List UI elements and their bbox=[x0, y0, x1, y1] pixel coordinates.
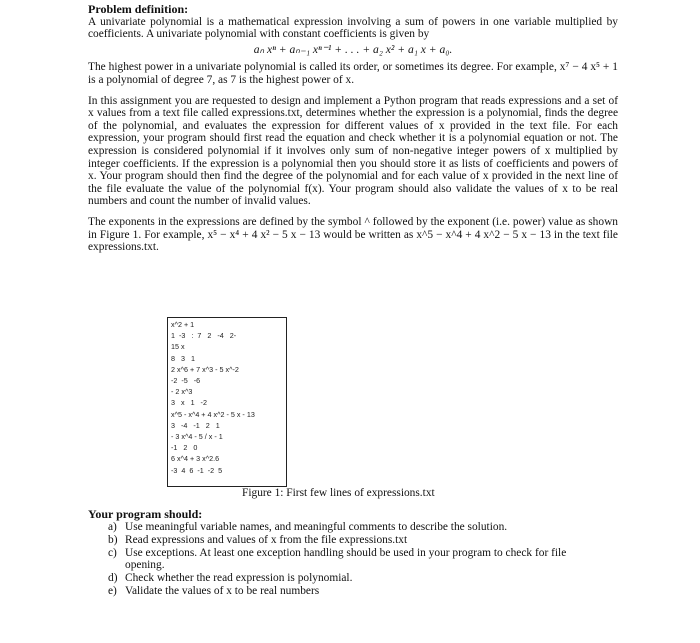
section-heading: Problem definition: bbox=[88, 2, 189, 16]
figure-1-lines bbox=[171, 319, 255, 476]
requirement-item bbox=[108, 534, 588, 547]
figure-line: 1 -3 : 7 2 -4 2- bbox=[171, 331, 237, 341]
figure-line: x^5 - x^4 + 4 x^2 - 5 x - 13 bbox=[171, 409, 255, 419]
requirement-text: Validate the values of x to be real numbers bbox=[125, 584, 320, 597]
figure-line: 8 3 1 bbox=[171, 353, 195, 363]
figure-line: x^2 + 1 bbox=[171, 320, 195, 329]
figure-line: 2 x^6 + 7 x^3 - 5 x^-2 bbox=[171, 364, 239, 374]
figure-line: 6 x^4 + 3 x^2.6 bbox=[171, 454, 220, 464]
requirement-item bbox=[108, 547, 588, 573]
assignment-paragraph: In this assignment you are requested to design and implement a Python program that reads expressions and a set of x values from a text file called expressions.txt, determines whether the expression is a polynomial, finds the degree of the polynomial, and evaluates the expression for different values of x provided in the text file. For each expression, your program should first read the equation and check whether it is a polynomial equation or not. The expression is considered polynomial if it involves only sum of non-negative integer powers of x multiplied by integer coefficients. If the expression is a polynomial then you should store it as lists of coefficients and powers of x. Your program should then find the degree of the polynomial and for each value of x provided in the next line of the file evaluate the value of the polynomial f(x). Your program should also validate the values of x to be real numbers and count the number of invalid values. bbox=[88, 94, 618, 208]
figure-line: 3 -4 -1 2 1 bbox=[171, 420, 220, 430]
figure-caption: Figure 1: First few lines of expressions.txt bbox=[242, 487, 435, 499]
figure-line: -3 4 6 -1 -2 5 bbox=[171, 465, 223, 475]
requirement-text: Use meaningful variable names, and meaningful comments to describe the solution. bbox=[125, 521, 508, 533]
requirement-letter: b) bbox=[108, 533, 118, 546]
requirement-letter: c) bbox=[108, 546, 117, 559]
figure-line: 3 x 1 -2 bbox=[171, 398, 207, 408]
figure-line: -2 -5 -6 bbox=[171, 376, 201, 386]
requirement-text: Read expressions and values of x from the file expressions.txt bbox=[125, 533, 408, 546]
requirement-letter: e) bbox=[108, 584, 117, 597]
requirement-item bbox=[108, 521, 588, 534]
figure-line: - 3 x^4 - 5 / x - 1 bbox=[171, 432, 223, 442]
requirement-letter: d) bbox=[108, 572, 118, 585]
requirement-item bbox=[108, 572, 588, 585]
figure-line: 15 x bbox=[171, 342, 185, 352]
figure-line: -1 2 0 bbox=[171, 443, 198, 453]
figure-line: - 2 x^3 bbox=[171, 387, 193, 397]
requirement-text: Use exceptions. At least one exception handling should be used in your program to check for file opening. bbox=[125, 546, 567, 572]
requirement-text: Check whether the read expression is polynomial. bbox=[125, 572, 353, 585]
degree-paragraph: The highest power in a univariate polynomial is called its order, or sometimes its degree. For example, x⁷ − 4 x⁵ + 1 is a polynomial of degree 7, as 7 is the highest power of x. bbox=[88, 61, 618, 86]
problem-definition-section bbox=[88, 3, 618, 254]
requirement-letter: a) bbox=[108, 521, 117, 533]
requirements-heading: Your program should: bbox=[88, 507, 203, 521]
polynomial-formula: aₙ xⁿ + aₙ₋₁ xⁿ⁻¹ + . . . + a₂ x² + a₁ x + a₀. bbox=[253, 42, 453, 56]
figure-1-box bbox=[167, 317, 287, 487]
requirement-item bbox=[108, 585, 588, 598]
intro-paragraph: A univariate polynomial is a mathematical expression involving a sum of powers in one variable multiplied by coefficients. A univariate polynomial with constant coefficients is given by bbox=[88, 15, 618, 41]
exponent-paragraph: The exponents in the expressions are defined by the symbol ^ followed by the exponent (i.e. power) value as shown in Figure 1. For example, x⁵ − x⁴ + 4 x² − 5 x − 13 would be written as x^5 − x^4 + 4 x^2 − 5 x − 13 in the text file expressions.txt. bbox=[88, 215, 618, 254]
requirements-list bbox=[108, 521, 588, 598]
